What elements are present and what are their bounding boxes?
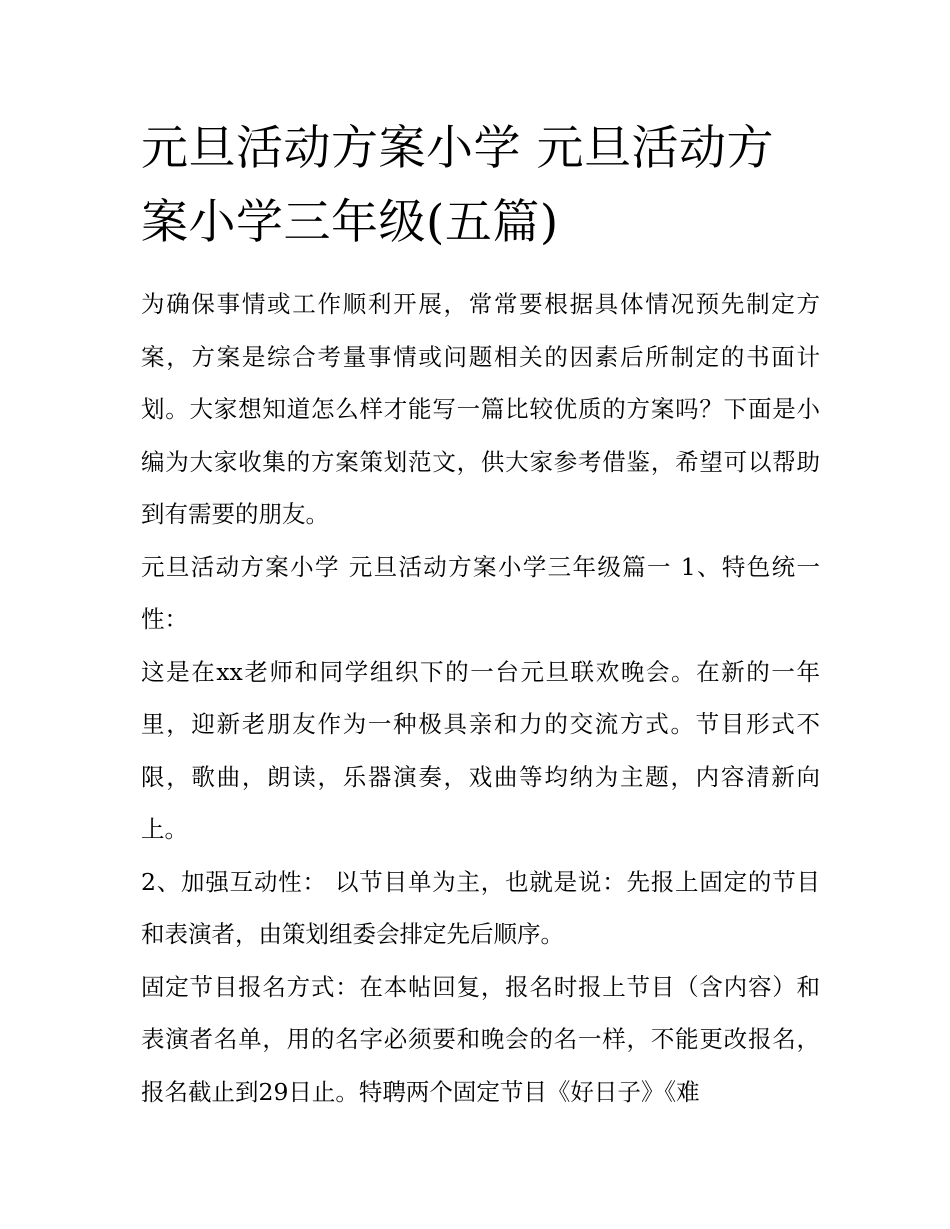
- intro-paragraph: 为确保事情或工作顺利开展，常常要根据具体情况预先制定方案，方案是综合考量事情或问题相关的因素后所制定的书面计划。大家想知道怎么样才能写一篇比较优质的方案吗？下面是小编为大家收集的方案策划范文，供大家参考借鉴，希望可以帮助到有需要的朋友。: [141, 290, 820, 528]
- document-title: 元旦活动方案小学 元旦活动方案小学三年级(五篇): [141, 121, 774, 250]
- section-heading-paragraph: 元旦活动方案小学 元旦活动方案小学三年级篇一 1、特色统一性：: [141, 552, 820, 633]
- interaction-paragraph: 2、加强互动性： 以节目单为主，也就是说：先报上固定的节目和表演者，由策划组委会排定先后顺序。: [141, 867, 820, 948]
- event-description-paragraph: 这是在xx老师和同学组织下的一台元旦联欢晚会。在新的一年里，迎新老朋友作为一种极具亲和力的交流方式。节目形式不限，歌曲，朗读，乐器演奏，戏曲等均纳为主题，内容清新向上。: [141, 657, 820, 843]
- registration-paragraph: 固定节目报名方式：在本帖回复，报名时报上节目（含内容）和表演者名单，用的名字必须要和晚会的名一样，不能更改报名，报名截止到29日止。特聘两个固定节目《好日子》《难: [141, 972, 820, 1106]
